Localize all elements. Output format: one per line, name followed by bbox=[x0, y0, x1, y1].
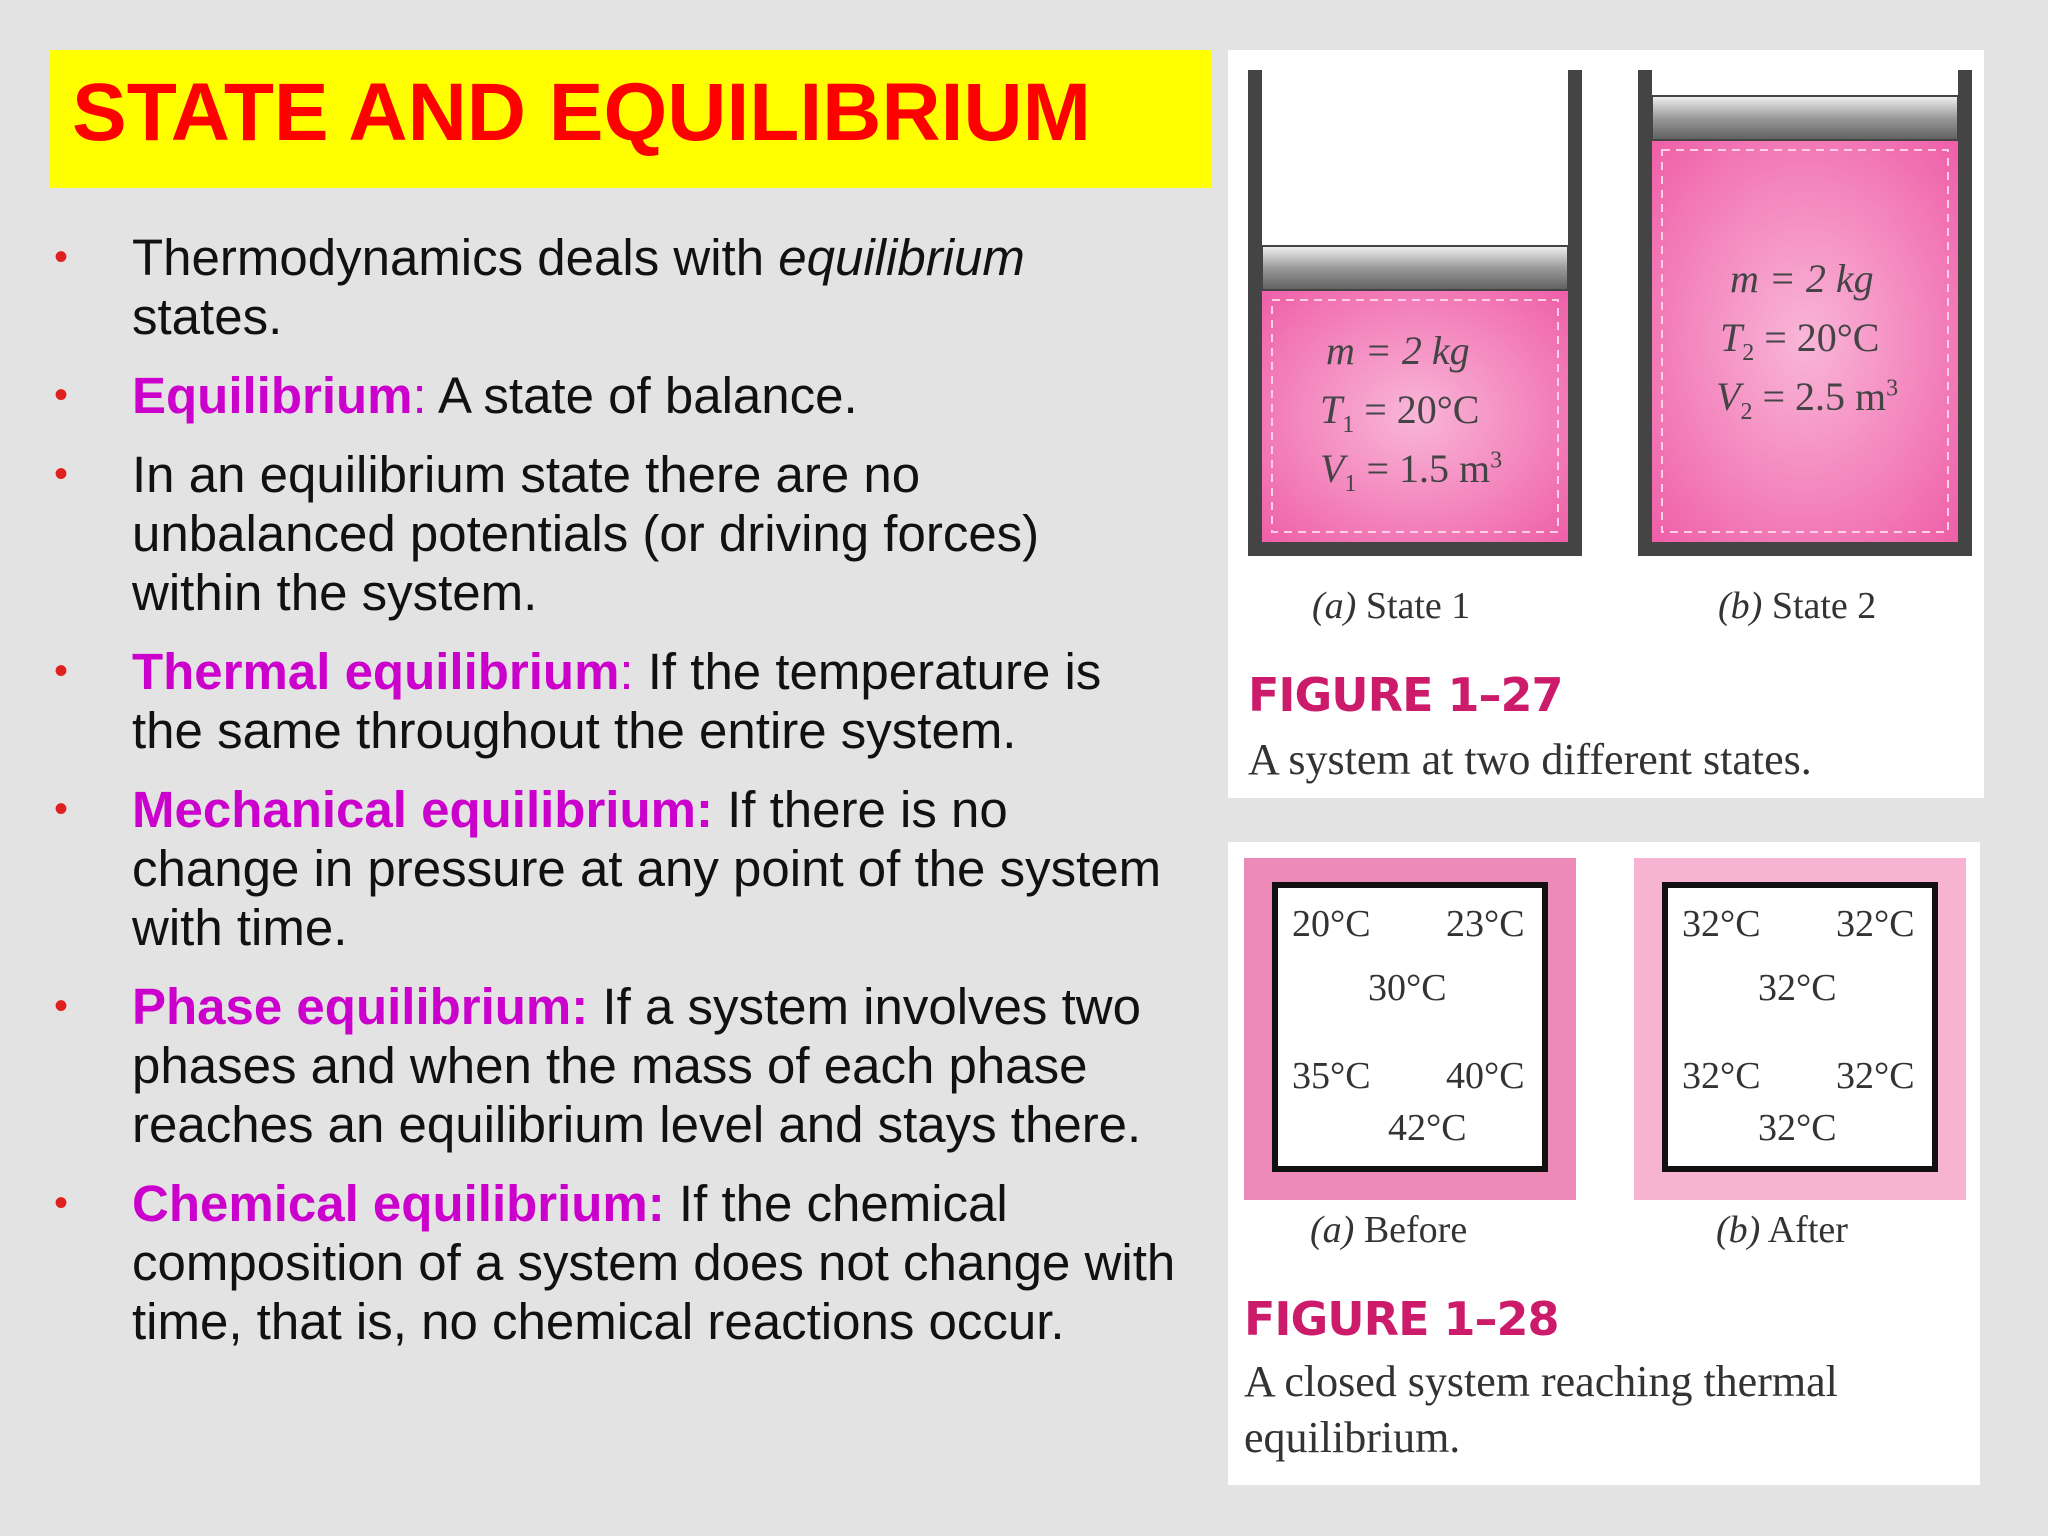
state2-temperature: $T_2 = 20^\circ C$ bbox=[1720, 315, 1880, 366]
caption-state-2: (b) State 2 bbox=[1718, 585, 1877, 627]
bullet-thermodynamics: • Thermodynamics deals with equilibrium states. bbox=[54, 229, 1025, 345]
bullet-dot: • bbox=[54, 649, 69, 693]
term-phase-equilibrium: Phase equilibrium: bbox=[132, 978, 589, 1035]
state2-volume: $V_2 = 2.5$ $m^3$ bbox=[1716, 374, 1899, 425]
caption-after: (b) After bbox=[1716, 1209, 1848, 1251]
after-temp-bottom: 32°C bbox=[1758, 1107, 1837, 1149]
after-temp-bottom-right: 32°C bbox=[1836, 1055, 1915, 1097]
figure-1-28-panel bbox=[1228, 842, 1980, 1485]
figure-1-27-caption: A system at two different states. bbox=[1248, 735, 1812, 784]
figure-1-28-caption-line1: A closed system reaching thermal bbox=[1244, 1357, 1838, 1406]
state1-volume: $V_1 = 1.5$ $m^3$ bbox=[1320, 446, 1503, 497]
state1-mass: m = 2 kg bbox=[1326, 328, 1470, 373]
bullet-chemical-equilibrium: • Chemical equilibrium: If the chemical composition of a system does not change with time, that is, no chemical reactions occur. bbox=[54, 1175, 1176, 1350]
cylinder-state-2 bbox=[1638, 70, 1972, 556]
figure-1-28-caption-line2: equilibrium. bbox=[1244, 1413, 1461, 1462]
bullet-dot: • bbox=[54, 452, 69, 496]
before-temp-center: 30°C bbox=[1368, 967, 1447, 1009]
before-temp-top-right: 23°C bbox=[1446, 903, 1525, 945]
bullet-equilibrium: • Equilibrium: A state of balance. bbox=[54, 367, 858, 424]
before-temp-top-left: 20°C bbox=[1292, 903, 1371, 945]
bullet-dot: • bbox=[54, 1181, 69, 1225]
bullet-phase-equilibrium: • Phase equilibrium: If a system involves two phases and when the mass of each phase reaches an equilibrium level and stays there. bbox=[54, 978, 1142, 1153]
state2-mass: m = 2 kg bbox=[1730, 256, 1874, 301]
bullet-dot: • bbox=[54, 787, 69, 831]
figure-1-27-panel bbox=[1228, 50, 1984, 798]
before-system bbox=[1272, 882, 1548, 1172]
before-temp-bottom-right: 40°C bbox=[1446, 1055, 1525, 1097]
piston-state-1 bbox=[1262, 246, 1568, 290]
after-frame bbox=[1634, 858, 1966, 1200]
bullet-thermal-equilibrium: • Thermal equilibrium: If the temperature is the same throughout the entire system. bbox=[54, 643, 1102, 759]
term-chemical-equilibrium: Chemical equilibrium: bbox=[132, 1175, 665, 1232]
after-temp-bottom-left: 32°C bbox=[1682, 1055, 1761, 1097]
after-temp-top-right: 32°C bbox=[1836, 903, 1915, 945]
before-frame bbox=[1244, 858, 1576, 1200]
bullet-equilibrium-state: • In an equilibrium state there are no unbalanced potentials (or driving forces) within the system. bbox=[54, 446, 1040, 621]
figure-1-27-label: FIGURE 1–27 bbox=[1248, 668, 1563, 722]
bullet-dot: • bbox=[54, 235, 69, 279]
state1-temperature: $T_1 = 20^\circ C$ bbox=[1320, 387, 1480, 438]
after-system bbox=[1662, 882, 1938, 1172]
after-temp-top-left: 32°C bbox=[1682, 903, 1761, 945]
slide-title: STATE AND EQUILIBRIUM bbox=[72, 67, 1091, 158]
term-thermal-equilibrium: Thermal equilibrium bbox=[132, 643, 620, 700]
piston-state-2 bbox=[1652, 96, 1958, 140]
caption-state-1: (a) State 1 bbox=[1312, 585, 1471, 627]
figure-1-28-label: FIGURE 1–28 bbox=[1244, 1292, 1559, 1346]
bullet-mechanical-equilibrium: • Mechanical equilibrium: If there is no change in pressure at any point of the system with time. bbox=[54, 781, 1162, 956]
caption-before: (a) Before bbox=[1310, 1209, 1468, 1251]
title-bar bbox=[50, 50, 1211, 188]
bullet-dot: • bbox=[54, 984, 69, 1028]
before-temp-bottom: 42°C bbox=[1388, 1107, 1467, 1149]
bullet-list bbox=[50, 228, 1180, 1371]
term-mechanical-equilibrium: Mechanical equilibrium: bbox=[132, 781, 713, 838]
before-temp-bottom-left: 35°C bbox=[1292, 1055, 1371, 1097]
bullet-dot: • bbox=[54, 373, 69, 417]
term-equilibrium: Equilibrium bbox=[132, 367, 413, 424]
after-temp-center: 32°C bbox=[1758, 967, 1837, 1009]
